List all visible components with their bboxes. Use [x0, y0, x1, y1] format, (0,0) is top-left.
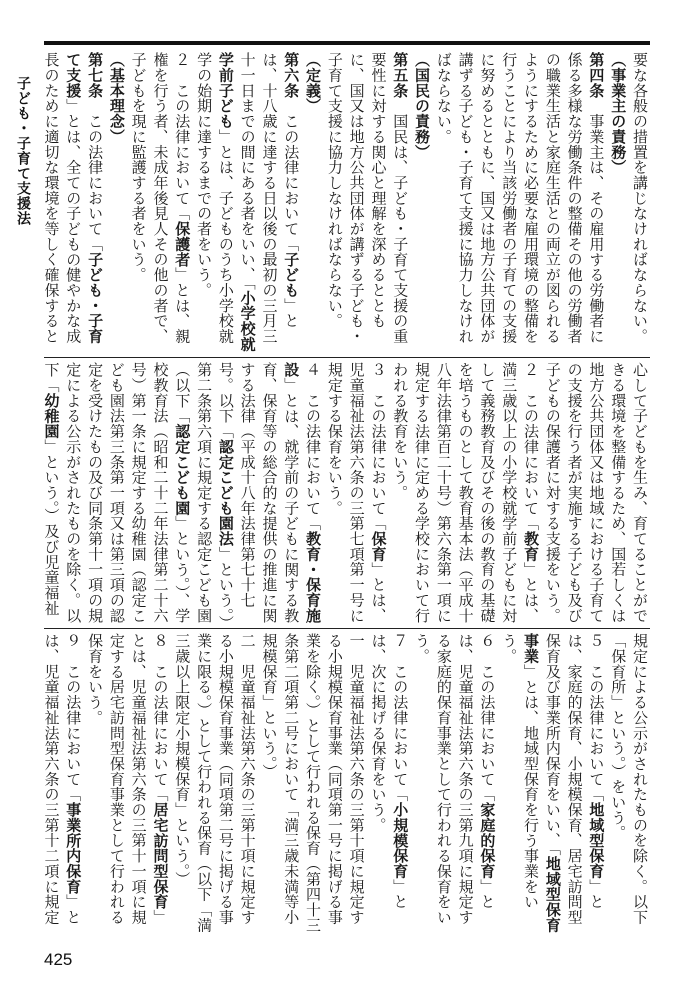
clause-text: 」とは、全ての子どもの健やかな成長のために適切な環境を等しく確保すると [42, 52, 83, 344]
text-block-middle [42, 362, 650, 624]
clause-text: ２ この法律において「 [522, 362, 541, 531]
clause-text: 」とは、児童福祉法第六条の三第七項第一号に規定する保育をいう。 [325, 362, 388, 623]
article-heading: （国民の責務） [413, 52, 432, 160]
clause-paragraph [127, 52, 192, 352]
clause-text: 」とは、家庭的保育、小規模保育、居宅訪問型保育及び事業所内保育をいい、「 [543, 633, 606, 925]
defined-term: 認定こども園 [173, 423, 192, 516]
clause-paragraph [410, 633, 497, 935]
clause-text: 」という。）及び児童福祉 [42, 438, 61, 616]
defined-term: 幼稚園 [42, 392, 61, 439]
clause-text: ８ この法律において「 [151, 633, 170, 802]
text-block-lower [42, 633, 650, 935]
page-number: 425 [44, 950, 73, 969]
defined-term: 保護者 [173, 220, 192, 267]
clause-text: 」とは、児童福祉法第六条の三第十二項に規定 [42, 633, 83, 925]
running-header-title: 子ども・子育て支援法 [15, 76, 31, 226]
defined-term: 認定こども園法 [216, 438, 235, 547]
defined-term: 教育・保育施設 [282, 362, 323, 623]
body-paragraph: 心して子どもを生み、育てることができる環境を整備するため、国若しくは地方公共団体又は地域における子育ての支援を行う者が実施する子ども及び子どもの保護者に対する支援をいう。 [543, 362, 649, 623]
clause-text: 」とは、児童福祉法第六条の三第十一項に規定する居宅訪問型保育事業として行われる保育をいう。 [86, 633, 170, 925]
clause-text: 」という。）、学校教育法（昭和二十二年法律第二十六号）第一条に規定する幼稚園（認定こども園法第三条第一項又は第三項の認定を受けたもの及び同条第十一項の規定による公示がされたものを除く。以下「 [42, 362, 192, 624]
clause-text: 」とは、就学前の子どもに関する教育、保育等の総合的な提供の推進に関する法律（平成十八年法律第七十七号。以下「 [216, 362, 301, 623]
clause-text: ２ この法律において「 [173, 52, 192, 221]
article-heading: （基本理念） [107, 52, 126, 145]
defined-term: 地域型保育 [587, 801, 606, 879]
section-divider [44, 628, 650, 629]
defined-term: 子ども・子育て支援 [64, 52, 105, 344]
clause-paragraph [497, 633, 606, 935]
defined-term: 居宅訪問型保育 [151, 801, 170, 910]
clause-text: ６ この法律において「 [478, 633, 497, 802]
top-rule [44, 41, 650, 45]
clause-text: 」とは、地域型保育を行う事業をいう。 [500, 633, 541, 910]
clause-text: この法律において「 [86, 98, 105, 252]
defined-term: 第六条 [282, 52, 301, 99]
body-paragraph: 規定による公示がされたものを除く。以下「保育所」という。）をいう。 [609, 633, 649, 925]
clause-text: 」とは、次に掲げる保育をいう。 [369, 633, 410, 910]
article-text: 国民は、子ども・子育て支援の重要性に対する関心と理解を深めるとともに、国又は地方公共団体が講ずる子ども・子育て支援に協力しなければならない。 [325, 52, 410, 344]
clause-paragraph [42, 633, 83, 935]
article-heading: （事業主の責務） [609, 52, 628, 175]
defined-term: 保育 [369, 530, 388, 562]
list-item: 一 児童福祉法第六条の三第十項に規定する小規模保育事業（同項第一号に掲げる事業を除く。）として行われる保育（第四十三条第二項第二号において「満三歳未満等小規模保育」という。） [260, 633, 366, 933]
clause-text: ７ この法律において「 [391, 633, 410, 802]
body-paragraph: 要な各般の措置を講じなければならない。 [631, 52, 649, 344]
clause-text: この法律において「 [282, 98, 301, 252]
clause-paragraph [42, 52, 105, 352]
clause-text: ４ この法律において「 [304, 362, 323, 531]
clause-text: ５ この法律において「 [587, 633, 606, 802]
clause-text: 」とは、児童福祉法第六条の三第九項に規定する家庭的保育事業として行われる保育をいう。 [413, 633, 497, 925]
defined-term: 小規模保育 [391, 801, 410, 879]
defined-term: 第七条 [86, 52, 105, 99]
defined-term: 事業所内保育 [64, 801, 83, 894]
clause-text: ３ この法律において「 [369, 362, 388, 531]
section-divider [44, 357, 650, 358]
defined-term: 家庭的保育 [478, 801, 497, 879]
article-text: 事業主は、その雇用する労働者に係る多様な労働条件の整備その他の労働者の職業生活と家庭生活との両立が図られるようにするために必要な雇用環境の整備を行うことにより当該労働者の子育ての支援に努めるとともに、国又は地方公共団体が講ずる子ども・子育て支援に協力しなければならない。 [434, 52, 606, 344]
clause-paragraph [323, 362, 388, 624]
defined-term: 地域型保育事業 [522, 633, 562, 933]
clause-text: ９ この法律において「 [64, 633, 83, 802]
list-item: 二 児童福祉法第六条の三第十項に規定する小規模保育事業（同項第二号に掲げる事業に限る。）として行われる保育（以下「満三歳以上限定小規模保育」という。） [173, 633, 257, 933]
clause-text: 」とは、十八歳に達する日以後の最初の三月三十一日までの間にある者をいい、「 [238, 52, 301, 344]
clause-paragraph [388, 362, 541, 624]
clause-paragraph [367, 633, 411, 935]
text-block-upper [42, 52, 650, 352]
clause-text: 」とは、親権を行う者、未成年後見人その他の者で、子どもを現に監護する者をいう。 [129, 52, 192, 344]
article-number: 第四条 [587, 52, 606, 99]
article-paragraph [432, 52, 606, 352]
article-paragraph [323, 52, 410, 352]
defined-term: 子ども [282, 251, 301, 298]
defined-term: 小学校就学前子ども [216, 52, 257, 352]
clause-paragraph [192, 52, 301, 352]
article-heading: （定義） [304, 52, 323, 114]
clause-text: 」とは、満三歳以上の小学校就学前子どもに対して義務教育及びその後の教育の基礎を培うものとして教育基本法（平成十八年法律第百二十号）第六条第一項に規定する法律に定める学校において行われる教育をいう。 [391, 362, 541, 623]
article-number: 第五条 [391, 52, 410, 99]
defined-term: 教育 [522, 530, 541, 562]
clause-text: 」とは、子どものうち小学校就学の始期に達するまでの者をいう。 [195, 52, 235, 344]
clause-text: 」という。）第二条第六項に規定する認定こども園（以下「 [173, 362, 235, 624]
clause-paragraph [83, 633, 170, 935]
clause-paragraph [42, 362, 323, 624]
